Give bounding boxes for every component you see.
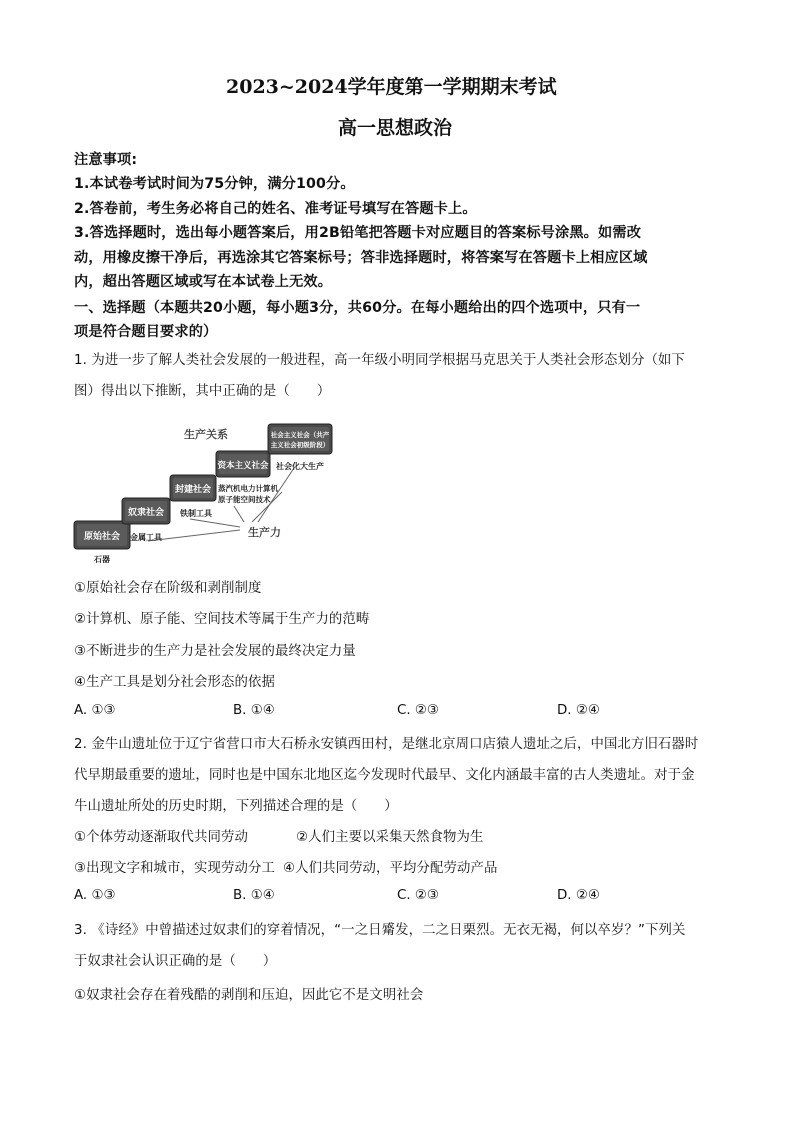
subject-title: 高一思想政治 bbox=[338, 117, 453, 139]
notice-item-3-line-3: 内，超出答题区域或写在本试卷上无效。 bbox=[74, 274, 333, 290]
step-socialist-label-line-2: 主义社会初级阶段） bbox=[270, 441, 330, 449]
step-primitive bbox=[74, 521, 130, 549]
step-primitive-label: 原始社会 bbox=[83, 532, 121, 542]
q3-stem-line-1: 3. 《诗经》中曾描述过奴隶们的穿着情况，“一之日觱发，二之日栗烈。无衣无褐，何以卒岁？”下列关 bbox=[74, 923, 686, 938]
step-feudal bbox=[170, 475, 216, 501]
q1-option-a: A. ①③ bbox=[74, 703, 116, 718]
q2-statement-3: ③出现文字和城市，实现劳动分工 bbox=[74, 861, 275, 876]
tool-iron: 铁制工具 bbox=[180, 509, 212, 518]
q2-option-a: A. ①③ bbox=[74, 888, 116, 903]
step-socialist bbox=[268, 424, 332, 454]
tool-stone: 石器 bbox=[94, 555, 110, 564]
notice-item-3-line-2: 动，用橡皮擦干净后，再选涂其它答案标号；答非选择题时，将答案写在答题卡上相应区域 bbox=[74, 250, 648, 266]
step-feudal-label: 封建社会 bbox=[174, 485, 212, 495]
q3-statement-1: ①奴隶社会存在着残酷的剥削和压迫，因此它不是文明社会 bbox=[74, 988, 424, 1003]
q2-statement-1: ①个体劳动逐渐取代共同劳动 bbox=[74, 830, 248, 845]
q1-option-d: D. ②④ bbox=[557, 703, 600, 718]
step-capitalist-label: 资本主义社会 bbox=[217, 461, 269, 471]
q2-statement-2: ②人们主要以采集天然食物为生 bbox=[296, 830, 484, 845]
q2-option-d: D. ②④ bbox=[557, 888, 600, 903]
q1-statement-2: ②计算机、原子能、空间技术等属于生产力的范畴 bbox=[74, 612, 370, 627]
social-formation-figure bbox=[72, 418, 342, 570]
tool-socialized-production: 社会化大生产 bbox=[276, 462, 324, 471]
exam-title: 2023~2024学年度第一学期期末考试 bbox=[226, 76, 557, 98]
notice-heading: 注意事项: bbox=[74, 152, 138, 168]
q2-stem-line-2: 代早期最重要的遗址，同时也是中国东北地区迄今发现时代最早、文化内涵最丰富的古人类遗址。对于金 bbox=[74, 768, 695, 783]
notice-item-3-line-1: 3.答选择题时，选出每小题答案后，用2B铅笔把答题卡对应题目的答案标号涂黑。如需改 bbox=[74, 225, 642, 241]
q1-stem-line-1: 1. 为进一步了解人类社会发展的一般进程，高一年级小明同学根据马克思关于人类社会形态划分（如下 bbox=[74, 353, 685, 368]
q2-statement-4: ④人们共同劳动，平均分配劳动产品 bbox=[283, 861, 498, 876]
tool-metal: 金属工具 bbox=[130, 533, 162, 542]
step-slave bbox=[122, 498, 170, 524]
notice-item-1: 1.本试卷考试时间为75分钟，满分100分。 bbox=[74, 176, 355, 192]
q2-stem-line-1: 2. 金牛山遗址位于辽宁省营口市大石桥永安镇西田村，是继北京周口店猿人遗址之后，中国北方旧石器时 bbox=[74, 737, 699, 752]
notice-item-2: 2.答卷前，考生务必将自己的姓名、准考证号填写在答题卡上。 bbox=[74, 201, 477, 217]
q1-stem-line-2: 图）得出以下推断，其中正确的是（ ） bbox=[74, 384, 331, 399]
step-capitalist bbox=[216, 451, 270, 477]
q1-option-b: B. ①④ bbox=[233, 703, 275, 718]
tool-modern-line-2: 原子能空间技术 bbox=[218, 495, 271, 504]
section-heading-line-2: 项是符合题目要求的） bbox=[74, 324, 218, 340]
section-heading-line-1: 一、选择题（本题共20小题，每小题3分，共60分。在每小题给出的四个选项中，只有一 bbox=[74, 300, 641, 316]
q3-stem-line-2: 于奴隶社会认识正确的是（ ） bbox=[74, 954, 277, 969]
label-relations-of-production: 生产关系 bbox=[184, 428, 228, 441]
q1-statement-1: ①原始社会存在阶级和剥削制度 bbox=[74, 581, 262, 596]
q1-option-c: C. ②③ bbox=[397, 703, 439, 718]
q1-statement-3: ③不断进步的生产力是社会发展的最终决定力量 bbox=[74, 644, 356, 659]
tool-modern-line-1: 蒸汽机电力计算机 bbox=[218, 484, 278, 493]
step-slave-label: 奴隶社会 bbox=[127, 508, 165, 518]
label-productive-forces: 生产力 bbox=[248, 526, 281, 539]
q1-statement-4: ④生产工具是划分社会形态的依据 bbox=[74, 675, 275, 690]
q2-option-b: B. ①④ bbox=[233, 888, 275, 903]
q2-stem-line-3: 牛山遗址所处的历史时期，下列描述合理的是（ ） bbox=[74, 799, 398, 814]
q2-option-c: C. ②③ bbox=[397, 888, 439, 903]
step-socialist-label-line-1: 社会主义社会（共产 bbox=[270, 431, 330, 439]
